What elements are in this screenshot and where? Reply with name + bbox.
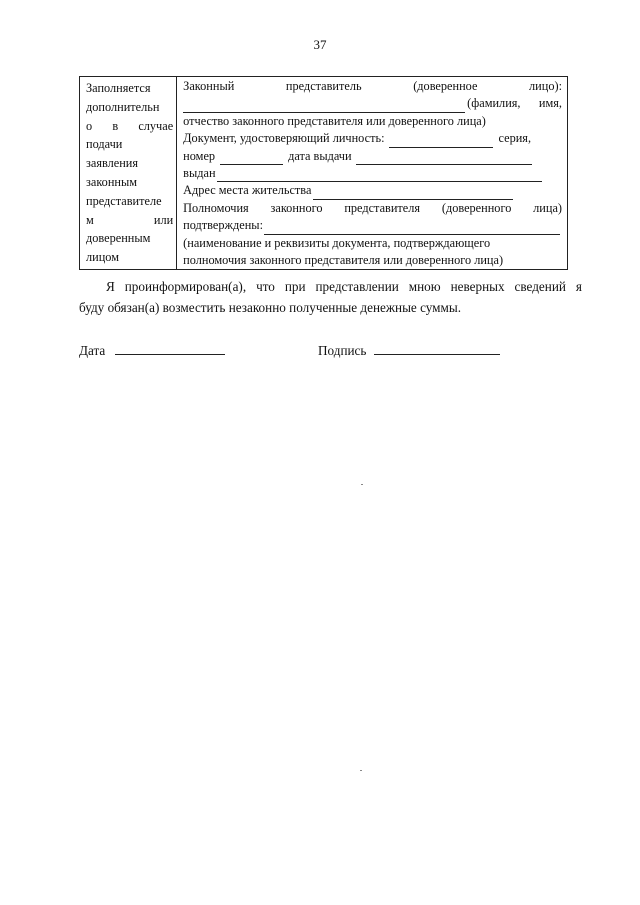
left-line: доверенным	[86, 231, 151, 246]
document-note-2: полномочия законного представителя или доверенного лица)	[183, 253, 504, 268]
powers-line: Полномочия законного представителя (доверенного лица)	[183, 200, 562, 215]
representative-table	[79, 76, 568, 270]
issue-date-field[interactable]	[356, 152, 532, 165]
left-line: м или	[86, 212, 174, 227]
statement-line-2: буду обязан(а) возместить незаконно полученные денежные суммы.	[79, 300, 462, 315]
fio-continuation: отчество законного представителя или доверенного лица)	[183, 113, 486, 128]
fio-line: (фамилия, имя,	[183, 95, 562, 112]
signature-label: Подпись	[318, 343, 367, 358]
representative-heading: Законный представитель (доверенное лицо):	[183, 79, 562, 93]
date-row	[79, 342, 227, 359]
statement-line-1: Я проинформирован(а), что при представлении мною неверных сведений я	[106, 279, 582, 294]
left-line: подачи	[86, 137, 123, 152]
page-number: 37	[313, 37, 327, 52]
scan-speck	[361, 484, 363, 485]
left-line: представителе	[86, 193, 162, 208]
issued-by-field[interactable]	[217, 169, 542, 182]
id-document-line: Документ, удостоверяющий личность: серия,	[183, 130, 562, 147]
left-line: законным	[86, 174, 138, 189]
left-line: заявления	[86, 156, 139, 171]
date-label: Дата	[79, 343, 106, 358]
left-line: Заполняется	[86, 81, 151, 95]
address-line: Адрес места жительства	[183, 182, 562, 199]
left-line: дополнительн	[86, 99, 160, 114]
confirmed-line: подтверждены:	[183, 217, 562, 234]
issued-by-line: выдан	[183, 165, 562, 182]
date-field[interactable]	[115, 342, 225, 355]
applies-when-cell	[80, 77, 177, 270]
signature-row	[318, 342, 502, 359]
left-line: лицом	[86, 250, 119, 265]
left-line: о в случае	[86, 118, 174, 133]
number-field[interactable]	[220, 152, 283, 165]
representative-details-cell	[177, 77, 568, 270]
number-date-line: номер дата выдачи	[183, 148, 562, 165]
address-field[interactable]	[313, 187, 513, 200]
id-document-field[interactable]	[389, 135, 493, 148]
fio-field[interactable]	[183, 100, 465, 113]
document-note-1: (наименование и реквизиты документа, подтверждающего	[183, 235, 491, 250]
liability-statement	[79, 276, 582, 318]
scan-speck	[360, 770, 362, 771]
confirmed-field[interactable]	[264, 222, 560, 235]
signature-field[interactable]	[374, 342, 500, 355]
